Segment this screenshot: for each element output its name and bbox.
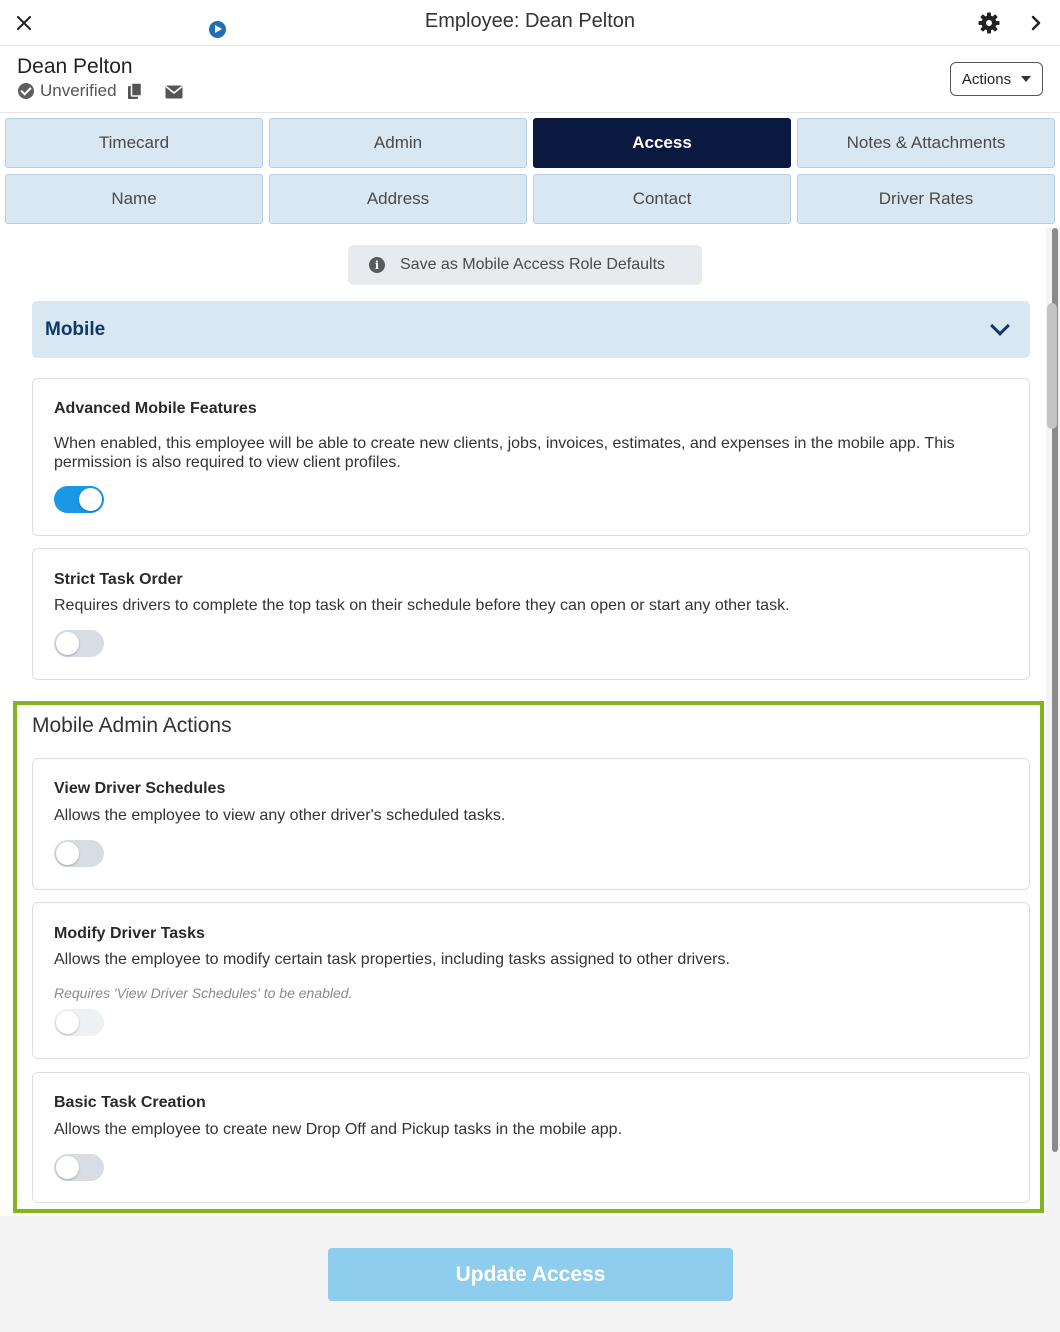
mobile-section-header[interactable] xyxy=(32,301,1030,358)
tab-label: Notes & Attachments xyxy=(846,133,1006,152)
toggle-knob xyxy=(56,842,79,865)
strict-task-order-card xyxy=(32,548,1030,680)
mobile-section-title: Mobile xyxy=(45,319,106,340)
card-description: Allows the employee to create new Drop Off and Pickup tasks in the mobile app. xyxy=(54,1121,623,1138)
card-title: Modify Driver Tasks xyxy=(54,925,205,942)
caret-down-icon xyxy=(1021,76,1031,82)
toggle-knob xyxy=(56,1011,79,1034)
modify-driver-tasks-card xyxy=(32,902,1030,1059)
card-description: When enabled, this employee will be able to create new clients, jobs, invoices, estimates, and expenses in the mobile app. This permission is also required to view client profiles. xyxy=(54,435,955,471)
toggle-knob xyxy=(79,488,102,511)
chevron-right-icon[interactable] xyxy=(1027,13,1045,33)
window-title: Employee: Dean Pelton xyxy=(424,10,636,32)
card-description: Allows the employee to view any other driver's scheduled tasks. xyxy=(54,807,506,824)
tab-notes-attachments[interactable] xyxy=(797,118,1055,168)
copy-icon[interactable] xyxy=(127,82,143,100)
tab-address[interactable] xyxy=(269,174,527,224)
save-defaults-button[interactable] xyxy=(348,245,702,285)
save-defaults-label: Save as Mobile Access Role Defaults xyxy=(400,256,666,273)
update-access-button[interactable]: Update Access xyxy=(328,1248,733,1301)
card-title: View Driver Schedules xyxy=(54,780,226,797)
check-circle-icon xyxy=(18,83,34,99)
mail-icon[interactable] xyxy=(165,84,183,98)
title-bar xyxy=(0,0,1060,46)
tab-label: Contact xyxy=(632,189,692,208)
tab-admin[interactable] xyxy=(269,118,527,168)
tab-access[interactable] xyxy=(533,118,791,168)
basic-task-creation-toggle[interactable] xyxy=(54,1154,104,1181)
tab-label: Timecard xyxy=(98,133,170,152)
view-driver-schedules-toggle[interactable] xyxy=(54,840,104,867)
advanced-mobile-features-toggle[interactable] xyxy=(54,486,104,513)
view-driver-schedules-card xyxy=(32,758,1030,890)
toggle-knob xyxy=(56,1156,79,1179)
info-icon: i xyxy=(369,257,385,273)
employee-status xyxy=(18,81,183,101)
tab-label: Name xyxy=(111,189,157,208)
strict-task-order-toggle[interactable] xyxy=(54,630,104,657)
modify-driver-tasks-toggle[interactable] xyxy=(54,1009,104,1036)
scrollbar-thumb[interactable] xyxy=(1047,303,1057,429)
chevron-down-icon xyxy=(990,316,1010,336)
tab-contact[interactable] xyxy=(533,174,791,224)
tab-name[interactable] xyxy=(5,174,263,224)
advanced-mobile-features-card xyxy=(32,378,1030,536)
card-title: Basic Task Creation xyxy=(54,1094,206,1111)
gear-icon[interactable] xyxy=(977,11,1001,35)
tab-label: Driver Rates xyxy=(878,189,974,208)
card-requirement-note: Requires 'View Driver Schedules' to be enabled. xyxy=(54,985,353,1001)
actions-dropdown-button[interactable] xyxy=(950,62,1043,96)
card-description: Requires drivers to complete the top task on their schedule before they can open or start any other task. xyxy=(54,597,790,614)
tab-label: Admin xyxy=(373,133,423,152)
card-description: Allows the employee to modify certain task properties, including tasks assigned to other drivers. xyxy=(54,951,730,968)
basic-task-creation-card xyxy=(32,1072,1030,1203)
toggle-knob xyxy=(56,632,79,655)
tab-label: Access xyxy=(632,133,692,152)
mobile-admin-actions-title: Mobile Admin Actions xyxy=(32,714,232,737)
tab-timecard[interactable] xyxy=(5,118,263,168)
actions-label: Actions xyxy=(961,70,1012,88)
card-title: Strict Task Order xyxy=(54,571,183,588)
status-label: Unverified xyxy=(40,81,117,100)
tab-driver-rates[interactable] xyxy=(797,174,1055,224)
card-title: Advanced Mobile Features xyxy=(54,400,257,417)
employee-name: Dean Pelton xyxy=(17,55,133,78)
employee-header xyxy=(0,46,1060,113)
tab-label: Address xyxy=(366,189,430,208)
